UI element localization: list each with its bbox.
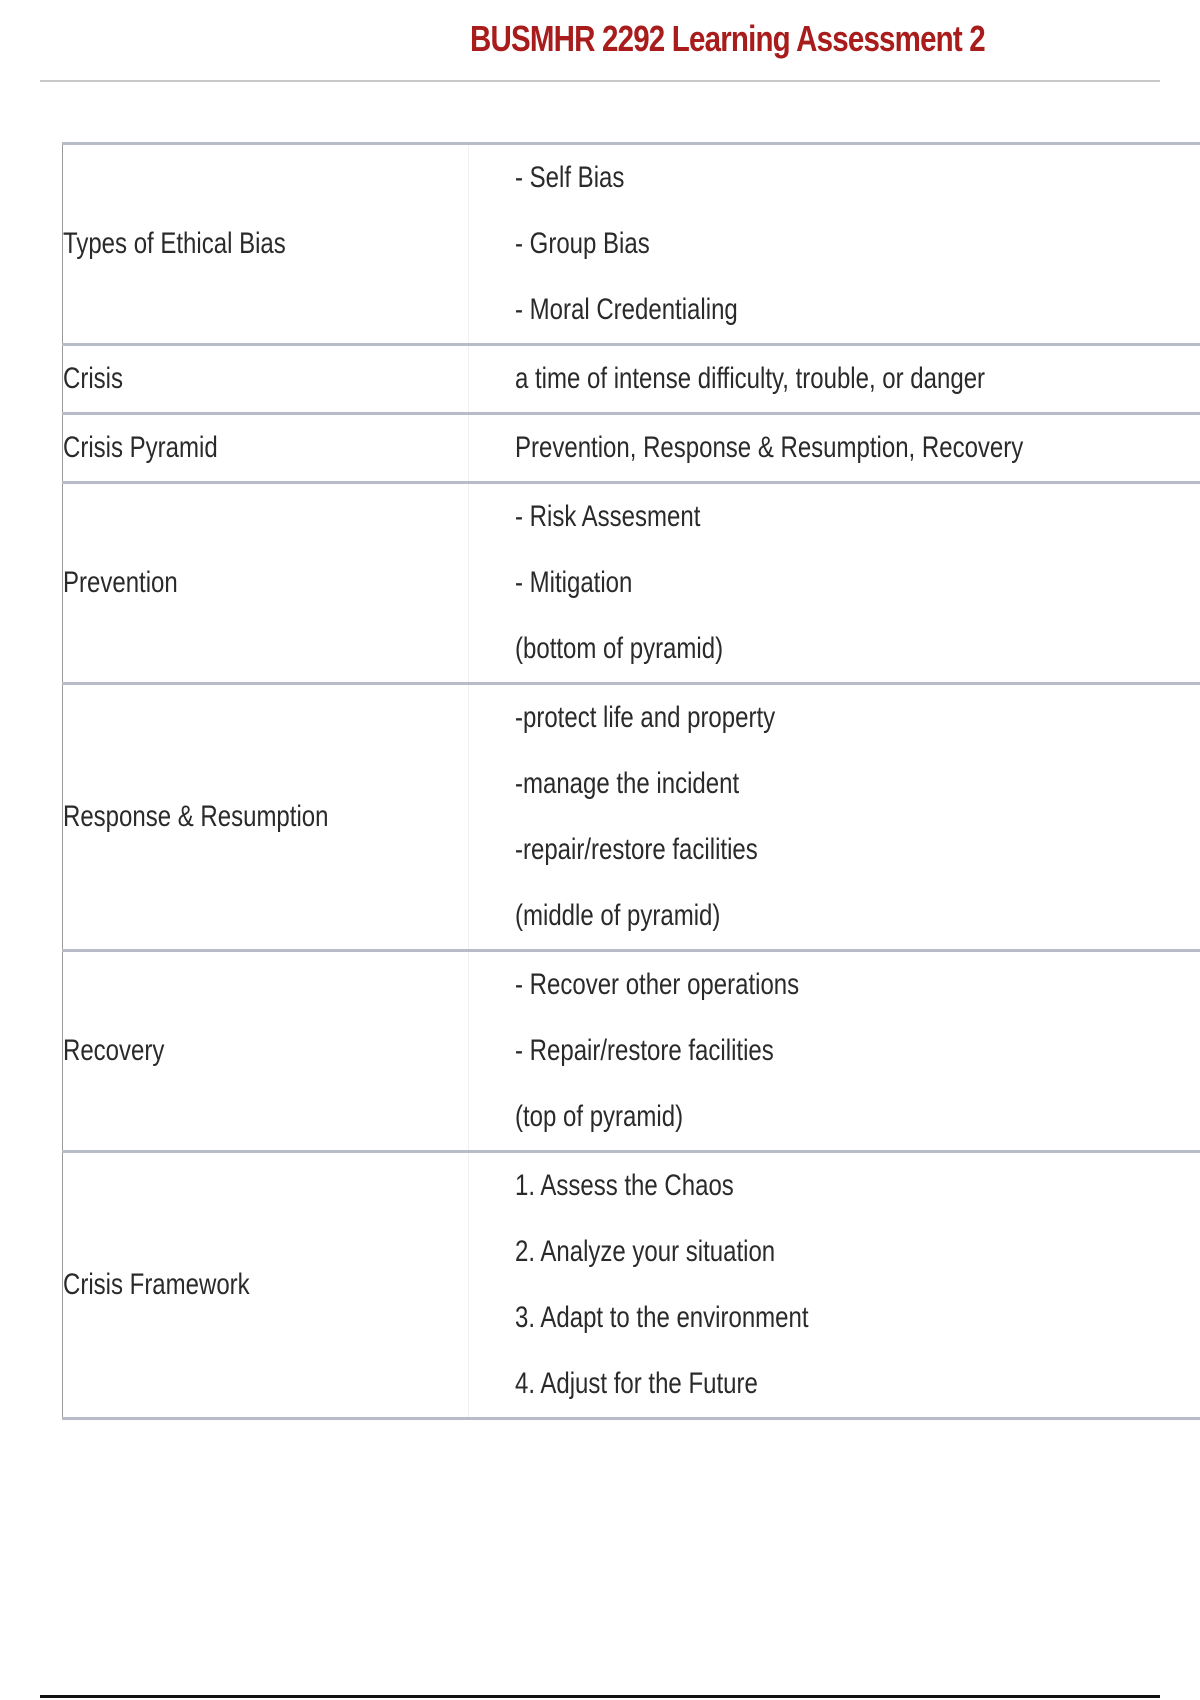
table-row (63, 1152, 1200, 1419)
definition-line: 3. Adapt to the environment (515, 1301, 809, 1334)
table-row (63, 951, 1200, 1152)
definition-line: - Mitigation (515, 566, 633, 599)
definition-line: 2. Analyze your situation (515, 1235, 776, 1268)
definition-cell (469, 345, 1200, 414)
definition-line: - Group Bias (515, 227, 650, 260)
definition-line: a time of intense difficulty, trouble, or danger (515, 362, 986, 395)
term-label: Crisis Pyramid (63, 431, 218, 464)
definition-line: -manage the incident (515, 767, 740, 800)
term-cell (63, 1152, 469, 1419)
term-cell (63, 144, 469, 345)
table-row (63, 144, 1200, 345)
term-label: Types of Ethical Bias (63, 227, 286, 260)
definition-line: (bottom of pyramid) (515, 632, 724, 665)
table-row (63, 483, 1200, 684)
footer-divider (40, 1695, 1160, 1698)
table-row (63, 684, 1200, 951)
document-title: BUSMHR 2292 Learning Assessment 2 (470, 18, 985, 59)
title-divider (40, 80, 1160, 82)
definition-line: -repair/restore facilities (515, 833, 758, 866)
definition-line: - Self Bias (515, 161, 625, 194)
definition-line: (middle of pyramid) (515, 899, 721, 932)
definition-line: Prevention, Response & Resumption, Recovery (515, 431, 1024, 464)
table-row (63, 345, 1200, 414)
table-row (63, 414, 1200, 483)
definition-cell (469, 483, 1200, 684)
terms-table (62, 142, 1200, 1420)
definition-line: 4. Adjust for the Future (515, 1367, 758, 1400)
definition-line: (top of pyramid) (515, 1100, 684, 1133)
term-cell (63, 414, 469, 483)
definition-line: - Recover other operations (515, 968, 800, 1001)
term-cell (63, 483, 469, 684)
term-label: Crisis Framework (63, 1268, 250, 1301)
term-label: Crisis (63, 362, 123, 395)
definition-cell (469, 144, 1200, 345)
definition-line: - Repair/restore facilities (515, 1034, 774, 1067)
term-cell (63, 951, 469, 1152)
definition-cell (469, 414, 1200, 483)
term-label: Response & Resumption (63, 800, 329, 833)
definition-cell (469, 951, 1200, 1152)
definition-cell (469, 684, 1200, 951)
term-label: Prevention (63, 566, 178, 599)
definition-line: - Risk Assesment (515, 500, 701, 533)
definition-cell (469, 1152, 1200, 1419)
term-label: Recovery (63, 1034, 165, 1067)
term-cell (63, 345, 469, 414)
term-cell (63, 684, 469, 951)
definition-line: -protect life and property (515, 701, 776, 734)
definition-line: 1. Assess the Chaos (515, 1169, 734, 1202)
definition-line: - Moral Credentialing (515, 293, 738, 326)
